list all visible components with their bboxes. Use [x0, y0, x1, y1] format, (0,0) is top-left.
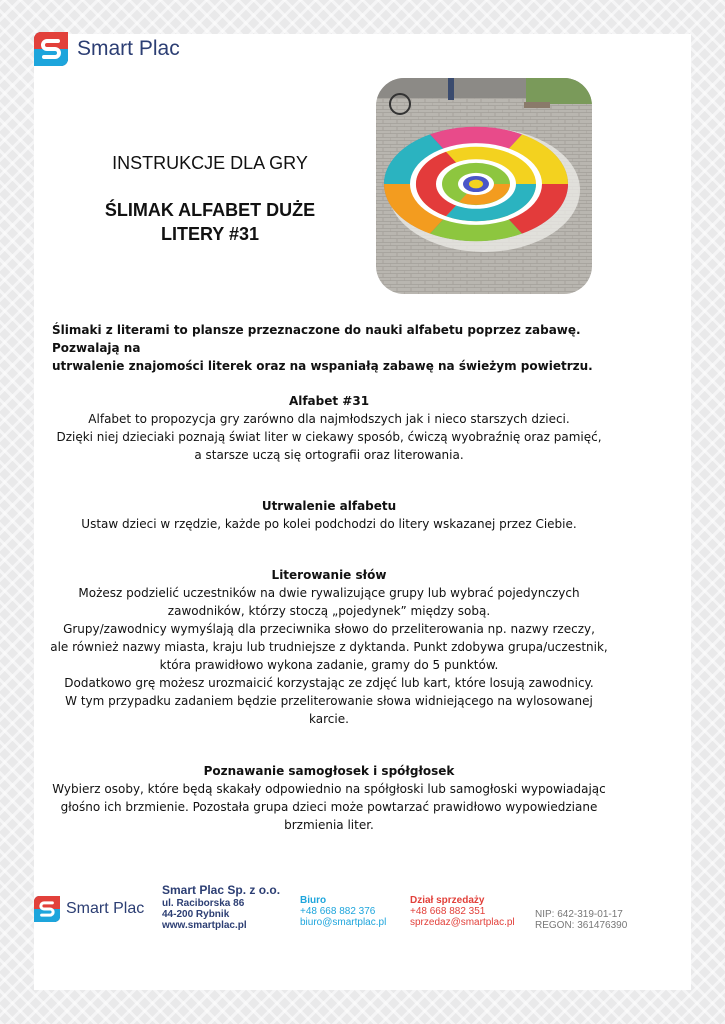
sales-phone[interactable]: +48 668 882 351: [410, 906, 486, 917]
office-email-link[interactable]: biuro@smartplac.pl: [300, 917, 387, 928]
footer-brand-name: Smart Plac: [66, 900, 145, 917]
footer-company: [162, 883, 280, 931]
section-title: Poznawanie samogłosek i spółgłosek: [203, 764, 455, 778]
smart-plac-s-logo-icon: [34, 896, 60, 922]
brand-name: Smart Plac: [77, 37, 180, 60]
section-text: brzmienia liter.: [284, 818, 374, 832]
footer-sales: [410, 895, 515, 928]
snail-alphabet-playground-photo: [376, 78, 592, 294]
section-text: Grupy/zawodnicy wymyślają dla przeciwnika słowo do przeliterowania np. nazwy rzeczy,: [63, 622, 595, 636]
section-title: Utrwalenie alfabetu: [261, 499, 397, 513]
section-text: Dodatkowo grę możesz urozmaicić korzystając ze zdjęć lub kart, które losują zawodnicy.: [64, 676, 594, 690]
section-text: Ustaw dzieci w rzędzie, każde po kolei podchodzi do litery wskazanej przez Ciebie.: [81, 517, 577, 531]
section-utrwalenie: [34, 497, 624, 533]
game-title: [60, 198, 360, 246]
section-text: karcie.: [309, 712, 349, 726]
section-text: W tym przypadku zadaniem będzie przeliterowanie słowa widniejącego na wylosowanej: [65, 694, 593, 708]
footer-office: [300, 895, 386, 928]
section-text: a starsze uczą się ortografii oraz literowania.: [194, 448, 464, 462]
footer-logo: [34, 896, 144, 922]
office-phone[interactable]: +48 668 882 376: [300, 906, 376, 917]
intro-line1: Ślimaki z literami to plansze przeznaczone do nauki alfabetu poprzez zabawę. Pozwalają na: [52, 323, 581, 355]
page-title-instructions: INSTRUKCJE DLA GRY: [112, 153, 308, 173]
sales-label: Dział sprzedaży: [410, 895, 485, 906]
regon-number: REGON: 361476390: [535, 920, 628, 931]
footer-registration: [535, 909, 627, 931]
intro-paragraph: [52, 321, 612, 375]
section-text: Alfabet to propozycja gry zarówno dla najmłodszych jak i nieco starszych dzieci.: [88, 412, 570, 426]
section-text: która prawidłowo wykona zadanie, gramy do 5 punktów.: [159, 658, 499, 672]
intro-line2: utrwalenie znajomości literek oraz na wspaniałą zabawę na świeżym powietrzu.: [52, 359, 593, 373]
nip-number: NIP: 642-319-01-17: [535, 909, 623, 920]
office-label: Biuro: [300, 895, 327, 906]
section-text: Możesz podzielić uczestników na dwie rywalizujące grupy lub wybrać pojedynczych: [78, 586, 580, 600]
section-text: ale również nazwy miasta, kraju lub trudniejsze z dyktanda. Punkt zdobywa grupa/uczestnik,: [50, 640, 608, 654]
header-logo: [34, 32, 180, 66]
section-text: głośno ich brzmienie. Pozostała grupa dzieci może powtarzać prawidłowo wypowiedziane: [60, 800, 598, 814]
section-text: zawodników, którzy stoczą „pojedynek” między sobą.: [167, 604, 491, 618]
company-name: Smart Plac Sp. z o.o.: [162, 883, 281, 897]
section-samogloski: [34, 762, 624, 834]
company-website-link[interactable]: www.smartplac.pl: [162, 920, 247, 931]
section-text: Wybierz osoby, które będą skakały odpowiednio na spółgłoski lub samogłoski wypowiadając: [52, 782, 606, 796]
section-title: Alfabet #31: [288, 394, 370, 408]
company-city: 44-200 Rybnik: [162, 909, 230, 920]
sales-email-link[interactable]: sprzedaz@smartplac.pl: [410, 917, 515, 928]
company-street: ul. Raciborska 86: [162, 898, 245, 909]
section-title: Literowanie słów: [271, 568, 387, 582]
section-literowanie: [34, 566, 624, 728]
game-title-line1: ŚLIMAK ALFABET DUŻE: [104, 200, 316, 220]
smart-plac-s-logo-icon: [34, 32, 68, 66]
game-title-line2: LITERY #31: [160, 224, 260, 244]
section-alfabet: [34, 392, 624, 464]
section-text: Dzięki niej dzieciaki poznają świat liter w ciekawy sposób, ćwiczą wyobraźnię oraz pamięć,: [56, 430, 602, 444]
